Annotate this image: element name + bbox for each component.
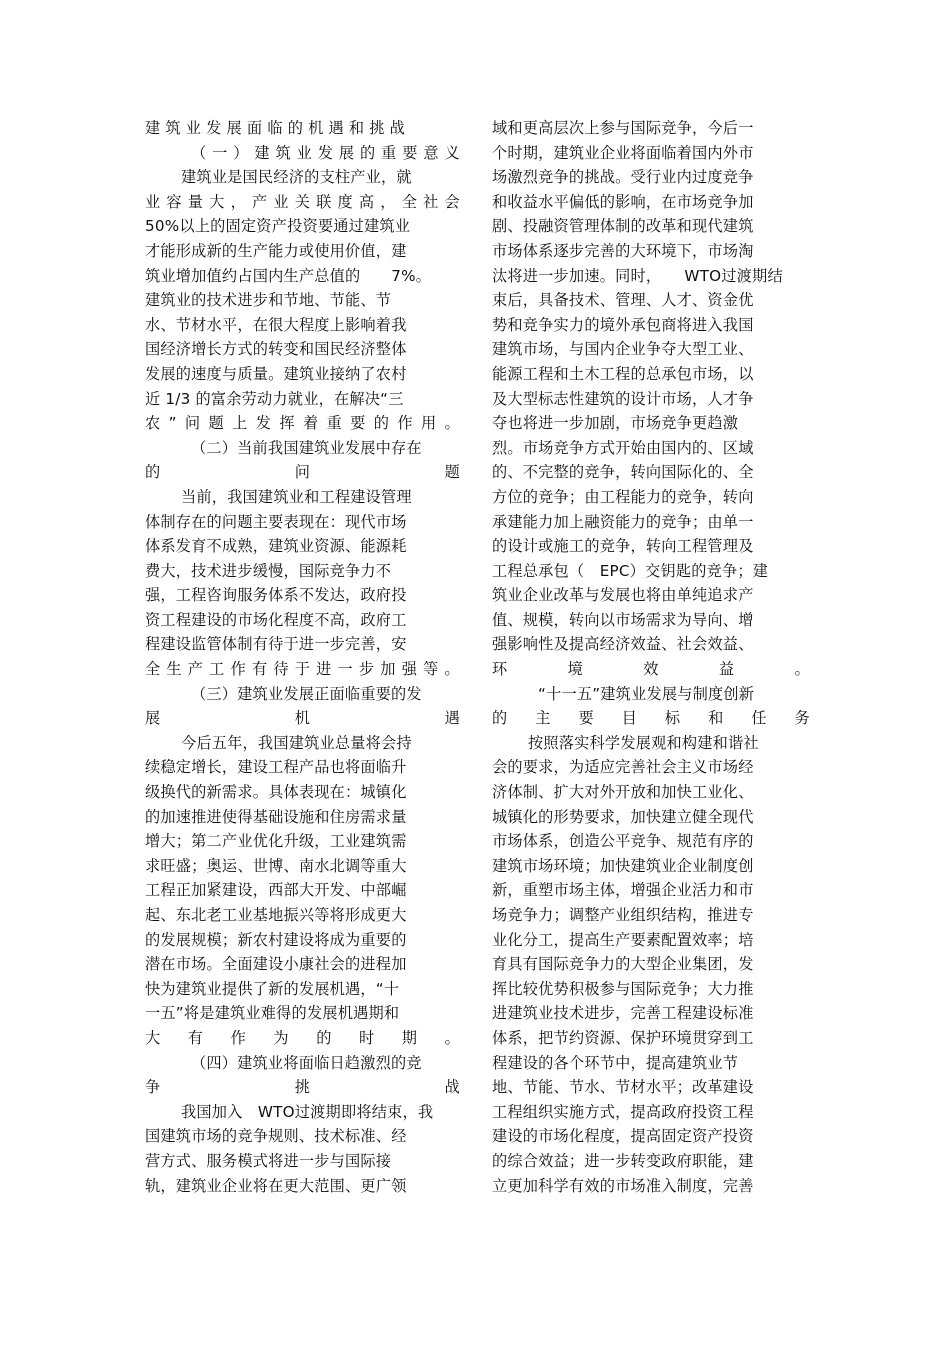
text-line: 建筑业的技术进步和节地、节能、节 (145, 291, 392, 310)
text-line: 业化分工，提高生产要素配置效率；培 (492, 930, 754, 949)
text-line: 程建设监管体制有待于进一步完善，安 (145, 635, 407, 654)
text-line: 费大，技术进步缓慢，国际竞争力不 (145, 561, 392, 580)
text-line: 50%以上的固定资产投资要通过建筑业 (145, 217, 411, 236)
text-line: 场竞争力；调整产业组织结构，推进专 (492, 906, 754, 924)
text-line: 求旺盛；奥运、世博、南水北调等重大 (145, 856, 407, 875)
text-line: 潜在市场。全面建设小康社会的进程加 (145, 955, 407, 974)
text-line: （三）建筑业发展正面临重要的发 (191, 684, 422, 703)
text-line: 筑业企业改革与发展也将由单纯追求产 (492, 586, 754, 605)
text-line: “十一五”建筑业发展与制度创新 (538, 684, 755, 703)
text-line: 工程组织实施方式，提高政府投资工程 (492, 1102, 754, 1121)
text-line: 工程总承包（ EPC）交钥匙的竞争；建 (492, 561, 769, 580)
text-line: 的加速推进使得基础设施和住房需求量 (145, 807, 407, 826)
text-line: 能源工程和土木工程的总承包市场，以 (492, 364, 754, 383)
text-line: 和收益水平偏低的影响，在市场竞争加 (492, 192, 754, 211)
text-line: 的、不完整的竞争，转向国际化的、全 (492, 463, 754, 482)
text-line: 环 境 效 益 。 (492, 660, 810, 679)
text-line: 发展的速度与质量。建筑业接纳了农村 (145, 364, 407, 383)
text-line: 会的要求，为适应完善社会主义市场经 (492, 758, 754, 777)
text-line: 夺也将进一步加剧，市场竞争更趋激 (492, 414, 739, 433)
text-line: 势和竞争实力的境外承包商将进入我国 (492, 315, 754, 334)
left-text-column (145, 116, 460, 1198)
text-line: 建筑业发展面临的机遇和挑战 (145, 119, 411, 137)
text-line: 国经济增长方式的转变和国民经济整体 (145, 340, 407, 359)
text-line: （四）建筑业将面临日趋激烈的竞 (191, 1053, 422, 1072)
text-line: 建筑业是国民经济的支柱产业，就 (181, 168, 412, 187)
text-line: 按照落实科学发展观和构建和谐社 (528, 733, 759, 752)
text-line: 建设的市场化程度，提高固定资产投资 (492, 1127, 754, 1146)
text-line: 增大；第二产业优化升级，工业建筑需 (145, 832, 407, 851)
text-line: 挥比较优势积极参与国际竞争；大力推 (492, 979, 754, 998)
text-line: 全 生 产 工 作 有 待 于 进 一 步 加 强 等 。 (145, 660, 460, 679)
text-line: （ 一 ） 建 筑 业 发 展 的 重 要 意 义 (191, 143, 460, 162)
text-line: 体制存在的问题主要表现在：现代市场 (145, 512, 407, 531)
text-line: 新，重塑市场主体，增强企业活力和市 (492, 881, 754, 900)
text-line: 资工程建设的市场化程度不高，政府工 (145, 610, 407, 629)
text-line: 的发展规模；新农村建设将成为重要的 (145, 930, 407, 949)
text-line: 方位的竞争；由工程能力的竞争，转向 (492, 487, 754, 506)
text-line: 烈。市场竞争方式开始由国内的、区域 (492, 438, 754, 457)
text-line: 及大型标志性建筑的设计市场，人才争 (492, 389, 754, 408)
text-line: 的 主 要 目 标 和 任 务 (492, 709, 810, 728)
text-line: 快为建筑业提供了新的发展机遇，“十 (145, 979, 400, 998)
text-line: 承建能力加上融资能力的竞争；由单一 (492, 512, 754, 531)
text-line: 水、节材水平，在很大程度上影响着我 (145, 315, 407, 334)
text-line: 工程正加紧建设，西部大开发、中部崛 (145, 881, 407, 900)
text-line: 争 挑 战 (145, 1078, 460, 1097)
text-line: （二）当前我国建筑业发展中存在 (191, 438, 422, 457)
text-line: 束后，具备技术、管理、人才、资金优 (492, 291, 754, 310)
text-line: 值、规模，转向以市场需求为导向、增 (492, 610, 754, 629)
text-line: 场激烈竞争的挑战。受行业内过度竞争 (492, 168, 754, 187)
text-line: 我国加入 WTO过渡期即将结束，我 (181, 1102, 434, 1121)
text-line: 近 1/3 的富余劳动力就业，在解决“三 (145, 389, 404, 408)
text-line: 育具有国际竞争力的大型企业集团，发 (492, 955, 754, 974)
text-line: 业 容 量 大 ， 产 业 关 联 度 高 ， 全 社 会 (145, 192, 460, 211)
text-line: 当前，我国建筑业和工程建设管理 (181, 487, 412, 506)
text-line: 强，工程咨询服务体系不发达，政府投 (145, 586, 407, 605)
text-line: 农 ” 问 题 上 发 挥 着 重 要 的 作 用 。 (145, 414, 460, 433)
text-line: 体系，把节约资源、保护环境贯穿到工 (492, 1028, 754, 1047)
text-line: 一五”将是建筑业难得的发展机遇期和 (145, 1004, 400, 1023)
text-line: 展 机 遇 (145, 709, 460, 728)
text-line: 续稳定增长，建设工程产品也将面临升 (145, 758, 407, 777)
text-line: 轨，建筑业企业将在更大范围、更广领 (145, 1176, 407, 1195)
text-line: 市场体系逐步完善的大环境下，市场淘 (492, 241, 754, 260)
text-line: 大 有 作 为 的 时 期 。 (145, 1028, 460, 1047)
text-line: 地、节能、节水、节材水平；改革建设 (492, 1078, 754, 1097)
text-line: 的设计或施工的竞争，转向工程管理及 (492, 537, 754, 556)
text-line: 筑业增加值约占国内生产总值的 7%。 (145, 266, 432, 285)
text-line: 汰将进一步加速。同时， WTO过渡期结 (492, 266, 783, 285)
right-text-column (492, 116, 810, 1198)
text-line: 的 问 题 (145, 463, 460, 482)
text-line: 起、东北老工业基地振兴等将形成更大 (145, 906, 407, 924)
text-line: 城镇化的形势要求，加快建立健全现代 (492, 807, 754, 826)
text-line: 个时期，建筑业企业将面临着国内外市 (492, 143, 754, 162)
text-line: 建筑市场环境；加快建筑业企业制度创 (492, 856, 754, 875)
text-line: 立更加科学有效的市场准入制度，完善 (492, 1176, 754, 1195)
text-line: 体系发育不成熟，建筑业资源、能源耗 (145, 537, 407, 556)
text-line: 建筑市场，与国内企业争夺大型工业、 (492, 340, 754, 359)
text-line: 级换代的新需求。具体表现在：城镇化 (145, 783, 407, 802)
text-line: 才能形成新的生产能力或使用价值，建 (145, 241, 407, 260)
text-line: 营方式、服务模式将进一步与国际接 (145, 1151, 392, 1170)
text-line: 剧、投融资管理体制的改革和现代建筑 (492, 217, 754, 236)
text-line: 国建筑市场的竞争规则、技术标准、经 (145, 1127, 407, 1146)
text-line: 济体制、扩大对外开放和加快工业化、 (492, 783, 754, 802)
text-line: 的综合效益；进一步转变政府职能，建 (492, 1151, 754, 1170)
text-line: 程建设的各个环节中，提高建筑业节 (492, 1053, 739, 1072)
text-line: 今后五年，我国建筑业总量将会持 (181, 733, 412, 752)
text-line: 强影响性及提高经济效益、社会效益、 (492, 635, 754, 654)
text-line: 进建筑业技术进步，完善工程建设标准 (492, 1004, 754, 1023)
text-line: 市场体系，创造公平竞争、规范有序的 (492, 832, 754, 851)
text-line: 域和更高层次上参与国际竞争，今后一 (492, 119, 754, 137)
